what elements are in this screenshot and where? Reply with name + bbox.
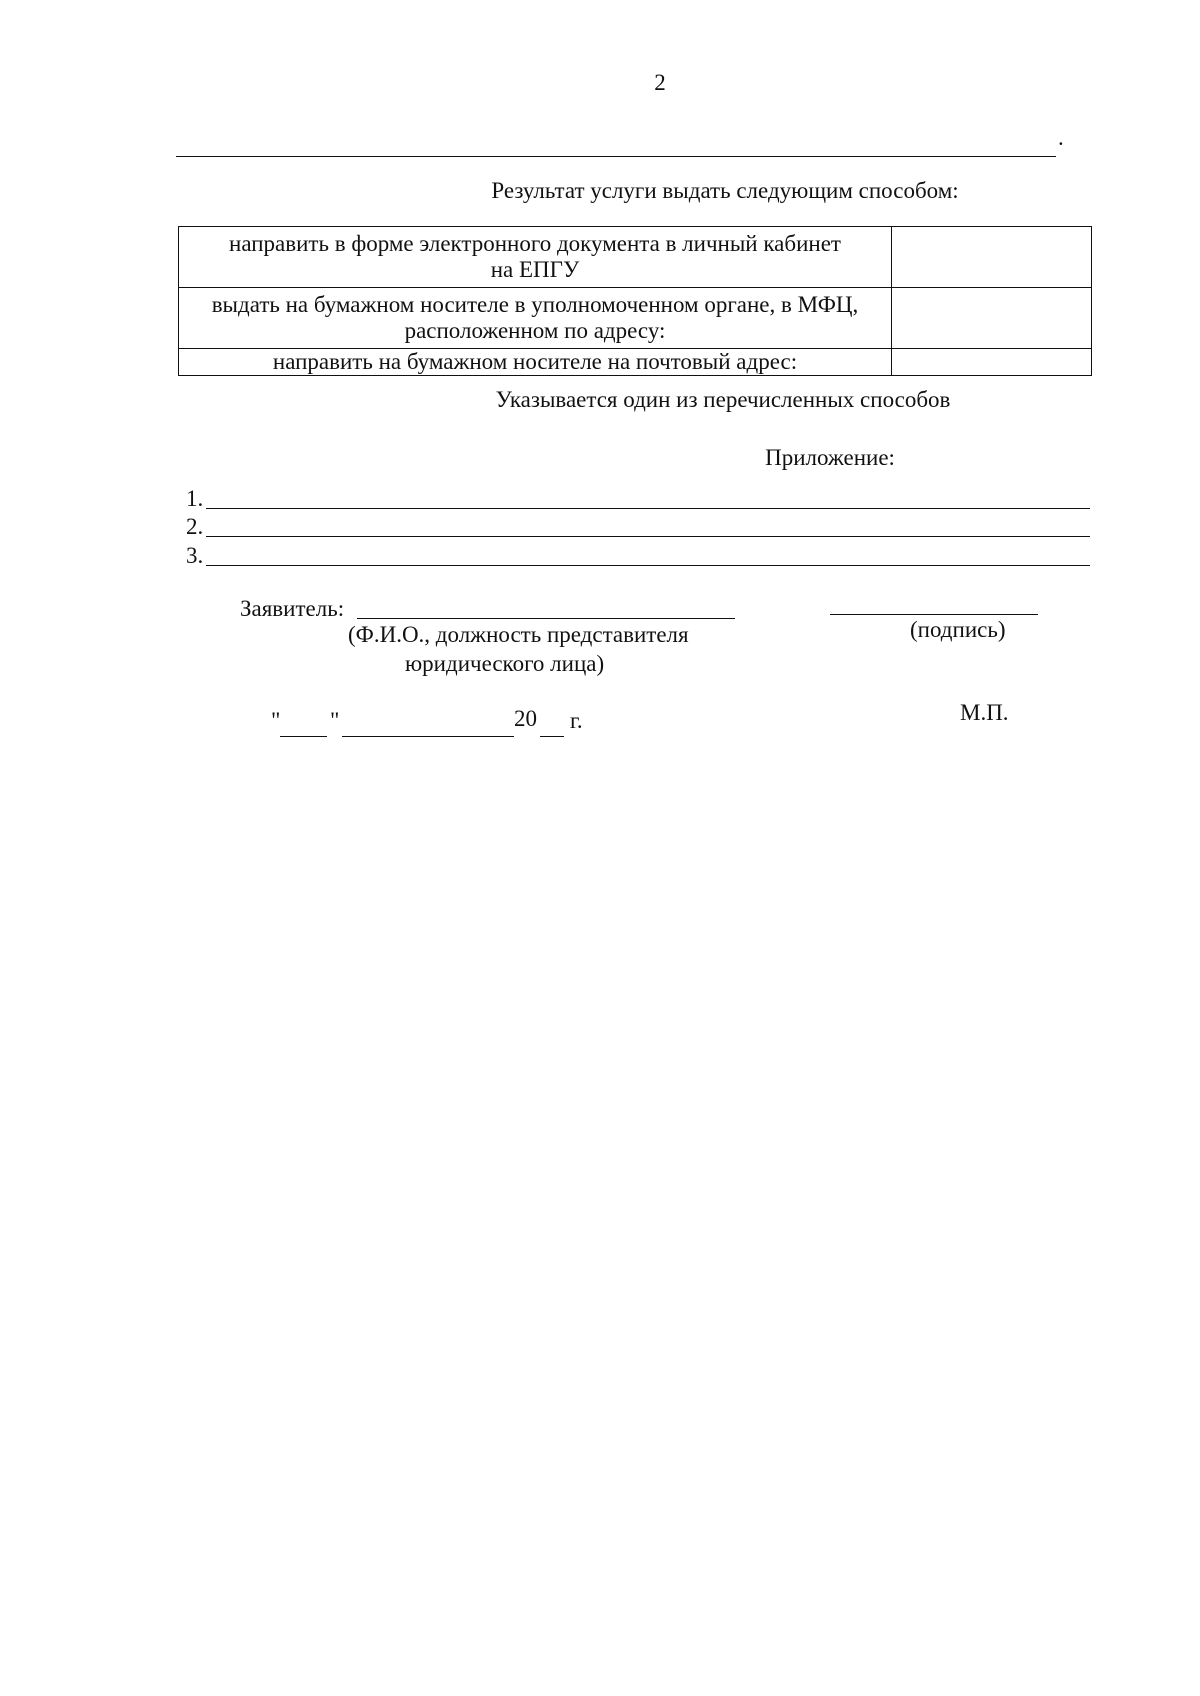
table-row <box>179 349 1092 376</box>
applicant-name-fill-line[interactable] <box>357 618 735 619</box>
stamp-label: М.П. <box>960 700 1009 725</box>
delivery-method-checkbox-cell[interactable] <box>892 349 1092 376</box>
table-row <box>179 227 1092 288</box>
delivery-method-text <box>179 349 892 376</box>
table-row <box>179 288 1092 349</box>
result-heading: Результат услуги выдать следующим способом: <box>491 178 959 203</box>
applicant-caption: (Ф.И.О., должность представителя <box>348 622 689 647</box>
date-month-fill-line[interactable] <box>342 736 514 737</box>
attachment-number: 1. <box>186 486 204 511</box>
delivery-method-line: на ЕПГУ <box>490 257 580 282</box>
attachment-fill-line[interactable] <box>206 536 1090 537</box>
attachment-fill-line[interactable] <box>206 508 1090 509</box>
date-year-suffix: г. <box>570 708 583 733</box>
delivery-method-text <box>179 227 892 288</box>
top-fill-line <box>176 156 1056 157</box>
delivery-method-text <box>179 288 892 349</box>
top-fill-line-period: . <box>1058 125 1064 150</box>
delivery-method-line: направить в форме электронного документа в личный кабинет <box>229 231 841 256</box>
applicant-caption: юридического лица) <box>405 651 605 676</box>
delivery-method-table <box>178 226 1092 376</box>
attachment-heading: Приложение: <box>765 445 895 470</box>
date-year-fill-line[interactable] <box>540 736 564 737</box>
page-number: 2 <box>654 70 666 95</box>
delivery-method-line: направить на бумажном носителе на почтовый адрес: <box>272 349 798 374</box>
delivery-method-line: выдать на бумажном носителе в уполномоченном органе, в МФЦ, <box>211 292 859 317</box>
attachment-number: 3. <box>186 543 204 568</box>
attachment-fill-line[interactable] <box>206 565 1090 566</box>
date-close-quote: " <box>330 708 340 733</box>
signature-caption: (подпись) <box>910 617 1006 642</box>
date-year-prefix: 20 <box>514 706 537 731</box>
date-day-fill-line[interactable] <box>280 736 327 737</box>
delivery-method-checkbox-cell[interactable] <box>892 227 1092 288</box>
attachment-number: 2. <box>186 514 204 539</box>
delivery-method-line: расположенном по адресу: <box>404 318 666 343</box>
delivery-method-checkbox-cell[interactable] <box>892 288 1092 349</box>
date-open-quote: " <box>271 708 281 733</box>
applicant-label: Заявитель: <box>240 596 345 621</box>
table-note: Указывается один из перечисленных способов <box>495 387 951 412</box>
signature-fill-line[interactable] <box>830 614 1038 615</box>
